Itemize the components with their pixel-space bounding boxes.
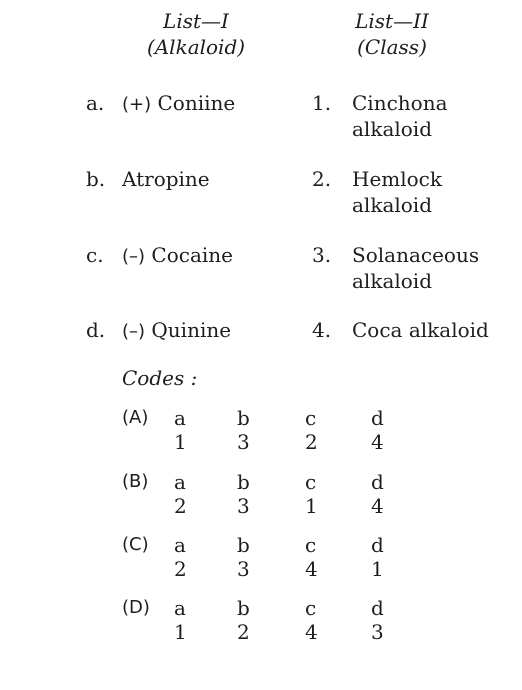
- list2-number: 2.: [312, 167, 332, 191]
- list1-letter: c.: [86, 243, 104, 267]
- list2-item-1: [312, 90, 448, 141]
- list2-line1: Coca alkaloid: [352, 318, 489, 342]
- list2-number: 4.: [312, 318, 332, 342]
- list1-sign: (–): [122, 246, 146, 267]
- list2-line1: Hemlock: [352, 167, 442, 191]
- code-value: 4: [305, 557, 318, 581]
- code-value: 3: [237, 430, 250, 454]
- code-value: 2: [305, 430, 318, 454]
- code-value: 3: [371, 620, 384, 644]
- code-value: 2: [174, 557, 187, 581]
- list2-subtitle: (Class): [357, 35, 427, 59]
- list1-name: Coniine: [157, 91, 236, 115]
- code-value: 4: [305, 620, 318, 644]
- option-label: (C): [122, 534, 149, 555]
- code-value: 3: [237, 557, 250, 581]
- list2-item-2: [312, 166, 442, 217]
- list1-letter: b.: [86, 167, 106, 191]
- code-letter-d: d: [371, 470, 384, 494]
- option-label: (D): [122, 597, 150, 618]
- code-letter-a: a: [174, 533, 186, 557]
- code-value: 4: [371, 494, 384, 518]
- code-letter-c: c: [305, 470, 317, 494]
- list1-item-c: [86, 242, 233, 268]
- list1-item-b: [86, 166, 210, 192]
- code-value: 2: [237, 620, 250, 644]
- code-letter-b: b: [237, 596, 250, 620]
- code-letter-b: b: [237, 470, 250, 494]
- code-letter-c: c: [305, 533, 317, 557]
- code-value: 3: [237, 494, 250, 518]
- list1-sign: (–): [122, 321, 146, 342]
- list2-line1: Solanaceous: [352, 243, 480, 267]
- list1-name: Cocaine: [151, 243, 233, 267]
- list2-header: [340, 8, 444, 60]
- list2-title: List—II: [355, 9, 429, 33]
- code-letter-d: d: [371, 406, 384, 430]
- list2-line2: alkaloid: [352, 117, 432, 141]
- code-letter-a: a: [174, 406, 186, 430]
- list1-item-d: [86, 317, 232, 343]
- list2-number: 3.: [312, 243, 332, 267]
- list2-line1: Cinchona: [352, 91, 448, 115]
- list1-title: List—I: [163, 9, 229, 33]
- list1-letter: a.: [86, 91, 105, 115]
- option-label: (B): [122, 471, 149, 492]
- list1-letter: d.: [86, 318, 106, 342]
- list1-name: Atropine: [122, 167, 210, 191]
- list1-header: [140, 8, 252, 60]
- code-letter-b: b: [237, 406, 250, 430]
- code-value: 2: [174, 494, 187, 518]
- code-letter-d: d: [371, 533, 384, 557]
- codes-title: Codes :: [122, 366, 198, 390]
- option-label: (A): [122, 407, 149, 428]
- code-letter-c: c: [305, 406, 317, 430]
- list1-subtitle: (Alkaloid): [146, 35, 246, 59]
- list2-item-4: [312, 317, 489, 343]
- code-letter-d: d: [371, 596, 384, 620]
- code-letter-a: a: [174, 596, 186, 620]
- list1-name: Quinine: [151, 318, 232, 342]
- code-letter-c: c: [305, 596, 317, 620]
- code-letter-b: b: [237, 533, 250, 557]
- code-value: 1: [371, 557, 384, 581]
- list1-sign: (+): [122, 94, 152, 115]
- code-value: 1: [305, 494, 318, 518]
- list2-number: 1.: [312, 91, 332, 115]
- code-value: 1: [174, 620, 187, 644]
- list2-item-3: [312, 242, 480, 293]
- list2-line2: alkaloid: [352, 269, 432, 293]
- code-value: 1: [174, 430, 187, 454]
- list2-line2: alkaloid: [352, 193, 432, 217]
- code-value: 4: [371, 430, 384, 454]
- list1-item-a: [86, 90, 236, 116]
- code-letter-a: a: [174, 470, 186, 494]
